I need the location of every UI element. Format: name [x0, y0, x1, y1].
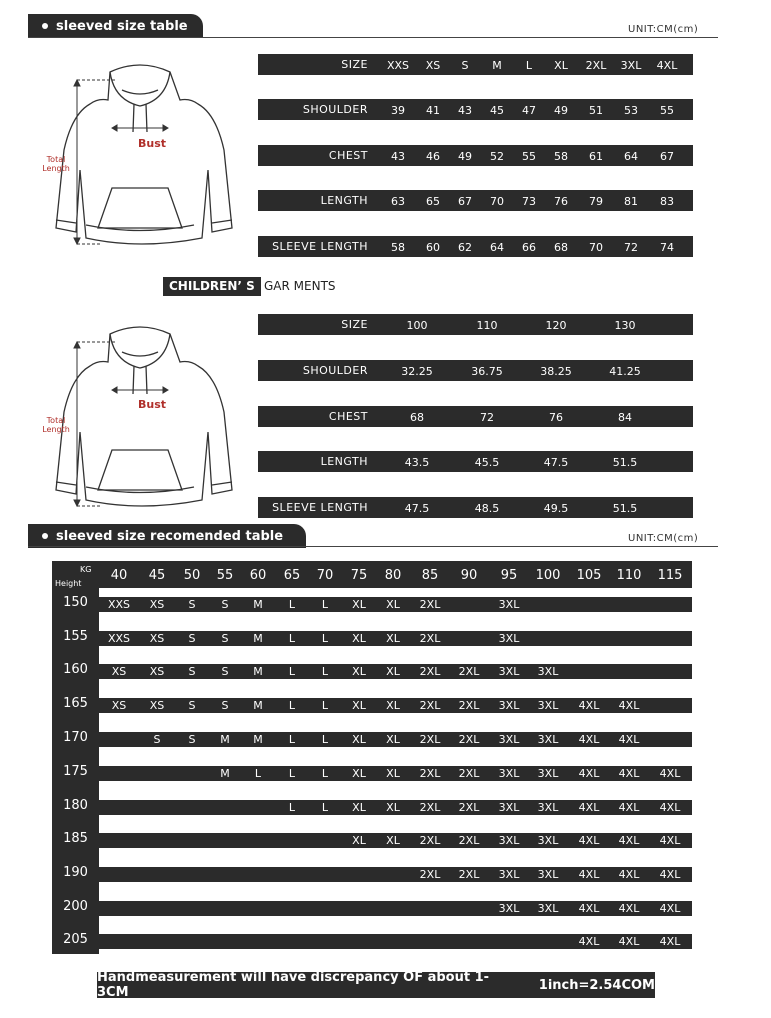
recommended-size: 2XL	[458, 699, 480, 712]
recommended-size: L	[288, 632, 296, 645]
recommended-size: S	[188, 699, 196, 712]
recommended-size: L	[321, 699, 329, 712]
recommended-size: 2XL	[419, 699, 441, 712]
recommended-size: 3XL	[537, 902, 559, 915]
recommended-size: 2XL	[458, 868, 480, 881]
discrepancy-note: Handmeasurement will have discrepancy OF about 1-3CM	[97, 970, 490, 1000]
height-value: 150	[63, 595, 88, 610]
recommended-size: 2XL	[419, 733, 441, 746]
recommended-size: 2XL	[419, 665, 441, 678]
recommended-size: 4XL	[618, 902, 640, 915]
weight-header: 85	[421, 568, 439, 583]
size-value: 48.5	[474, 502, 500, 515]
weight-header: 100	[535, 568, 561, 583]
recommended-size: 3XL	[537, 665, 559, 678]
row-label: SIZE	[341, 318, 368, 331]
recommended-size: 3XL	[498, 665, 520, 678]
footer-note-bar	[97, 972, 655, 998]
recommended-size: 4XL	[659, 767, 681, 780]
size-value: 3XL	[620, 59, 642, 72]
recommended-size: 4XL	[578, 733, 600, 746]
recommended-size: 4XL	[618, 767, 640, 780]
adult-size-row	[258, 54, 693, 75]
size-value: 66	[522, 241, 536, 254]
size-value: 67	[660, 150, 674, 163]
size-value: 51	[589, 104, 603, 117]
weight-header: 75	[350, 568, 368, 583]
size-value: XL	[554, 59, 568, 72]
size-value: 120	[545, 319, 567, 332]
recommended-table-title-text: sleeved size recomended table	[56, 528, 284, 544]
child-size-row	[258, 497, 693, 518]
height-value: 160	[63, 662, 88, 677]
section-divider-2	[28, 546, 718, 547]
recommended-size: XXS	[107, 598, 131, 611]
recommended-size: XS	[149, 598, 165, 611]
size-value: 45	[490, 104, 504, 117]
child-size-row	[258, 451, 693, 472]
recommended-size: XXS	[107, 632, 131, 645]
recommended-size: S	[221, 665, 229, 678]
size-value: 43	[458, 104, 472, 117]
size-value: 72	[624, 241, 638, 254]
total-length-label: Total Length	[42, 155, 70, 173]
recommended-size: 2XL	[458, 834, 480, 847]
recommended-size: L	[288, 665, 296, 678]
recommended-size: 2XL	[458, 733, 480, 746]
recommended-size: XL	[352, 665, 366, 678]
recommended-size: 4XL	[578, 935, 600, 948]
size-value: L	[525, 59, 533, 72]
size-value: 61	[589, 150, 603, 163]
height-value: 165	[63, 696, 88, 711]
height-value: 175	[63, 764, 88, 779]
bust-label-child: Bust	[138, 398, 167, 411]
recommended-size: XL	[386, 665, 400, 678]
inch-conversion: 1inch=2.54COM	[538, 977, 655, 993]
recommended-size: XL	[386, 733, 400, 746]
recommended-size: 3XL	[498, 598, 520, 611]
recommended-size: L	[321, 801, 329, 814]
recommended-size: 3XL	[498, 699, 520, 712]
recommended-size: XL	[386, 598, 400, 611]
child-size-row	[258, 314, 693, 335]
recommended-size: S	[221, 699, 229, 712]
weight-header: 115	[657, 568, 683, 583]
size-value: 76	[554, 195, 568, 208]
recommended-size: 2XL	[419, 801, 441, 814]
size-value: 51.5	[612, 502, 638, 515]
size-value: 62	[458, 241, 472, 254]
recommended-size: L	[254, 767, 262, 780]
height-value: 170	[63, 730, 88, 745]
height-value: 190	[63, 865, 88, 880]
weight-header: 45	[148, 568, 166, 583]
recommended-size: M	[253, 733, 263, 746]
size-value: 74	[660, 241, 674, 254]
size-value: 67	[458, 195, 472, 208]
recommended-size: S	[188, 665, 196, 678]
sleeved-table-title	[28, 14, 203, 38]
size-value: 58	[391, 241, 405, 254]
size-value: 72	[480, 411, 494, 424]
recommended-size: 4XL	[618, 699, 640, 712]
recommended-size: XS	[149, 632, 165, 645]
recommended-size: L	[321, 598, 329, 611]
row-label: SLEEVE LENGTH	[272, 501, 368, 514]
height-value: 200	[63, 899, 88, 914]
recommended-size: 4XL	[618, 935, 640, 948]
recommended-size: XL	[352, 733, 366, 746]
recommended-size: L	[321, 632, 329, 645]
size-value: 68	[410, 411, 424, 424]
recommended-size: XL	[352, 699, 366, 712]
recommended-size: M	[220, 733, 230, 746]
row-label: SIZE	[341, 58, 368, 71]
recommended-size: 4XL	[578, 868, 600, 881]
weight-header: 40	[110, 568, 128, 583]
height-value: 185	[63, 831, 88, 846]
size-value: 47.5	[404, 502, 430, 515]
recommended-size: 3XL	[498, 733, 520, 746]
size-value: 55	[522, 150, 536, 163]
recommended-size: 4XL	[659, 902, 681, 915]
recommended-size: XS	[149, 699, 165, 712]
recommended-size: 2XL	[419, 834, 441, 847]
unit-label: UNIT:CM(cm)	[628, 24, 699, 35]
recommended-size: 3XL	[498, 834, 520, 847]
child-size-row	[258, 406, 693, 427]
size-value: 47.5	[543, 456, 569, 469]
size-value: 55	[660, 104, 674, 117]
recommended-size: S	[221, 598, 229, 611]
recommended-size: M	[220, 767, 230, 780]
recommended-size: S	[153, 733, 161, 746]
recommended-size: 2XL	[419, 868, 441, 881]
size-value: 81	[624, 195, 638, 208]
recommended-size: 4XL	[659, 834, 681, 847]
recommended-size: XL	[386, 801, 400, 814]
recommended-size: S	[188, 598, 196, 611]
kg-label: KG	[80, 565, 92, 574]
recommended-size: XL	[352, 801, 366, 814]
recommended-size: 3XL	[537, 733, 559, 746]
size-value: 51.5	[612, 456, 638, 469]
recommended-size: XL	[386, 767, 400, 780]
recommended-size: L	[288, 801, 296, 814]
size-value: 76	[549, 411, 563, 424]
size-value: 63	[391, 195, 405, 208]
recommended-size: M	[253, 632, 263, 645]
recommended-size: XL	[352, 834, 366, 847]
recommended-size: 2XL	[419, 767, 441, 780]
bust-label: Bust	[138, 137, 167, 150]
recommended-size: 3XL	[498, 801, 520, 814]
recommended-size: M	[253, 665, 263, 678]
weight-header: 55	[216, 568, 234, 583]
recommended-size: 4XL	[578, 801, 600, 814]
recommended-size: L	[288, 767, 296, 780]
recommended-size: 2XL	[419, 598, 441, 611]
size-value: XS	[425, 59, 441, 72]
size-value: 45.5	[474, 456, 500, 469]
recommended-size: S	[188, 632, 196, 645]
section-divider	[28, 37, 718, 38]
weight-header: 70	[316, 568, 334, 583]
size-value: 38.25	[540, 365, 572, 378]
recommended-size: L	[288, 733, 296, 746]
size-value: 100	[406, 319, 428, 332]
recommended-size: 4XL	[578, 699, 600, 712]
weight-header: 110	[616, 568, 642, 583]
recommended-size: 4XL	[578, 834, 600, 847]
size-value: XXS	[386, 59, 410, 72]
size-value: 36.75	[471, 365, 503, 378]
size-value: 43	[391, 150, 405, 163]
children-title-dark: CHILDREN’ S	[163, 277, 261, 296]
recommended-size: L	[288, 598, 296, 611]
recommended-size: 4XL	[618, 868, 640, 881]
adult-size-row	[258, 99, 693, 120]
recommended-size: XL	[386, 699, 400, 712]
recommended-size: 4XL	[578, 902, 600, 915]
recommended-size: 3XL	[498, 632, 520, 645]
unit-label-2: UNIT:CM(cm)	[628, 533, 699, 544]
recommended-size: XS	[149, 665, 165, 678]
size-value: 58	[554, 150, 568, 163]
recommended-size: M	[253, 598, 263, 611]
weight-header: 90	[460, 568, 478, 583]
recommended-size: 3XL	[498, 868, 520, 881]
recommended-size: M	[253, 699, 263, 712]
weight-header: 60	[249, 568, 267, 583]
recommended-size: 4XL	[618, 733, 640, 746]
recommended-size: 2XL	[458, 665, 480, 678]
size-value: 32.25	[401, 365, 433, 378]
size-value: 41.25	[609, 365, 641, 378]
recommended-table-title	[28, 524, 306, 548]
recommended-size: 2XL	[419, 632, 441, 645]
height-column-bg	[52, 561, 99, 954]
recommended-size: 3XL	[537, 767, 559, 780]
size-value: 64	[490, 241, 504, 254]
recommended-size: S	[221, 632, 229, 645]
recommended-size: L	[288, 699, 296, 712]
row-label: LENGTH	[320, 455, 368, 468]
size-value: 110	[476, 319, 498, 332]
recommended-size: XS	[111, 699, 127, 712]
recommended-size: S	[188, 733, 196, 746]
row-label: SHOULDER	[302, 364, 368, 377]
height-value: 155	[63, 629, 88, 644]
size-value: 46	[426, 150, 440, 163]
total-length-label-child: Total Length	[42, 416, 70, 434]
row-label: CHEST	[328, 410, 368, 423]
size-value: 39	[391, 104, 405, 117]
recommended-size: 3XL	[537, 801, 559, 814]
size-value: 53	[624, 104, 638, 117]
size-value: 68	[554, 241, 568, 254]
recommended-size: 4XL	[618, 834, 640, 847]
row-label: SLEEVE LENGTH	[272, 240, 368, 253]
recommended-size: 3XL	[537, 699, 559, 712]
size-value: 64	[624, 150, 638, 163]
height-value: 205	[63, 932, 88, 947]
recommended-size: XS	[111, 665, 127, 678]
recommended-size: 3XL	[537, 834, 559, 847]
row-label: LENGTH	[320, 194, 368, 207]
row-label: CHEST	[328, 149, 368, 162]
height-value: 180	[63, 798, 88, 813]
height-label: Height	[55, 579, 82, 588]
recommended-size: 2XL	[458, 767, 480, 780]
size-value: 73	[522, 195, 536, 208]
size-value: S	[461, 59, 469, 72]
size-value: 84	[618, 411, 632, 424]
size-value: 49	[554, 104, 568, 117]
recommended-size: 4XL	[659, 868, 681, 881]
recommended-size: 4XL	[578, 767, 600, 780]
weight-header: 95	[500, 568, 518, 583]
child-size-row	[258, 360, 693, 381]
size-value: 130	[614, 319, 636, 332]
size-value: 70	[490, 195, 504, 208]
size-value: 79	[589, 195, 603, 208]
size-value: 41	[426, 104, 440, 117]
size-value: 49	[458, 150, 472, 163]
recommended-size: XL	[352, 632, 366, 645]
size-value: 49.5	[543, 502, 569, 515]
size-value: 2XL	[585, 59, 607, 72]
weight-header: 65	[283, 568, 301, 583]
size-value: 60	[426, 241, 440, 254]
recommended-size: 3XL	[498, 767, 520, 780]
weight-header: 80	[384, 568, 402, 583]
size-value: 52	[490, 150, 504, 163]
size-value: 70	[589, 241, 603, 254]
size-value: 43.5	[404, 456, 430, 469]
size-value: 83	[660, 195, 674, 208]
weight-header: 105	[576, 568, 602, 583]
row-label: SHOULDER	[302, 103, 368, 116]
recommended-size: 3XL	[537, 868, 559, 881]
recommended-size: 4XL	[659, 935, 681, 948]
recommended-size: L	[321, 665, 329, 678]
recommended-size: 2XL	[458, 801, 480, 814]
recommended-size: XL	[352, 767, 366, 780]
recommended-size: L	[321, 767, 329, 780]
weight-header: 50	[183, 568, 201, 583]
adult-size-row	[258, 145, 693, 166]
size-value: M	[492, 59, 502, 72]
adult-size-row	[258, 236, 693, 257]
size-value: 65	[426, 195, 440, 208]
recommended-size: L	[321, 733, 329, 746]
recommended-size: 4XL	[659, 801, 681, 814]
size-value: 4XL	[656, 59, 678, 72]
recommended-size: XL	[386, 834, 400, 847]
adult-size-row	[258, 190, 693, 211]
children-title-light: GAR MENTS	[264, 279, 336, 293]
recommended-size: 3XL	[498, 902, 520, 915]
sleeved-table-title-text: sleeved size table	[56, 18, 188, 34]
recommended-size: XL	[386, 632, 400, 645]
recommended-size: XL	[352, 598, 366, 611]
size-value: 47	[522, 104, 536, 117]
recommended-size: 4XL	[618, 801, 640, 814]
